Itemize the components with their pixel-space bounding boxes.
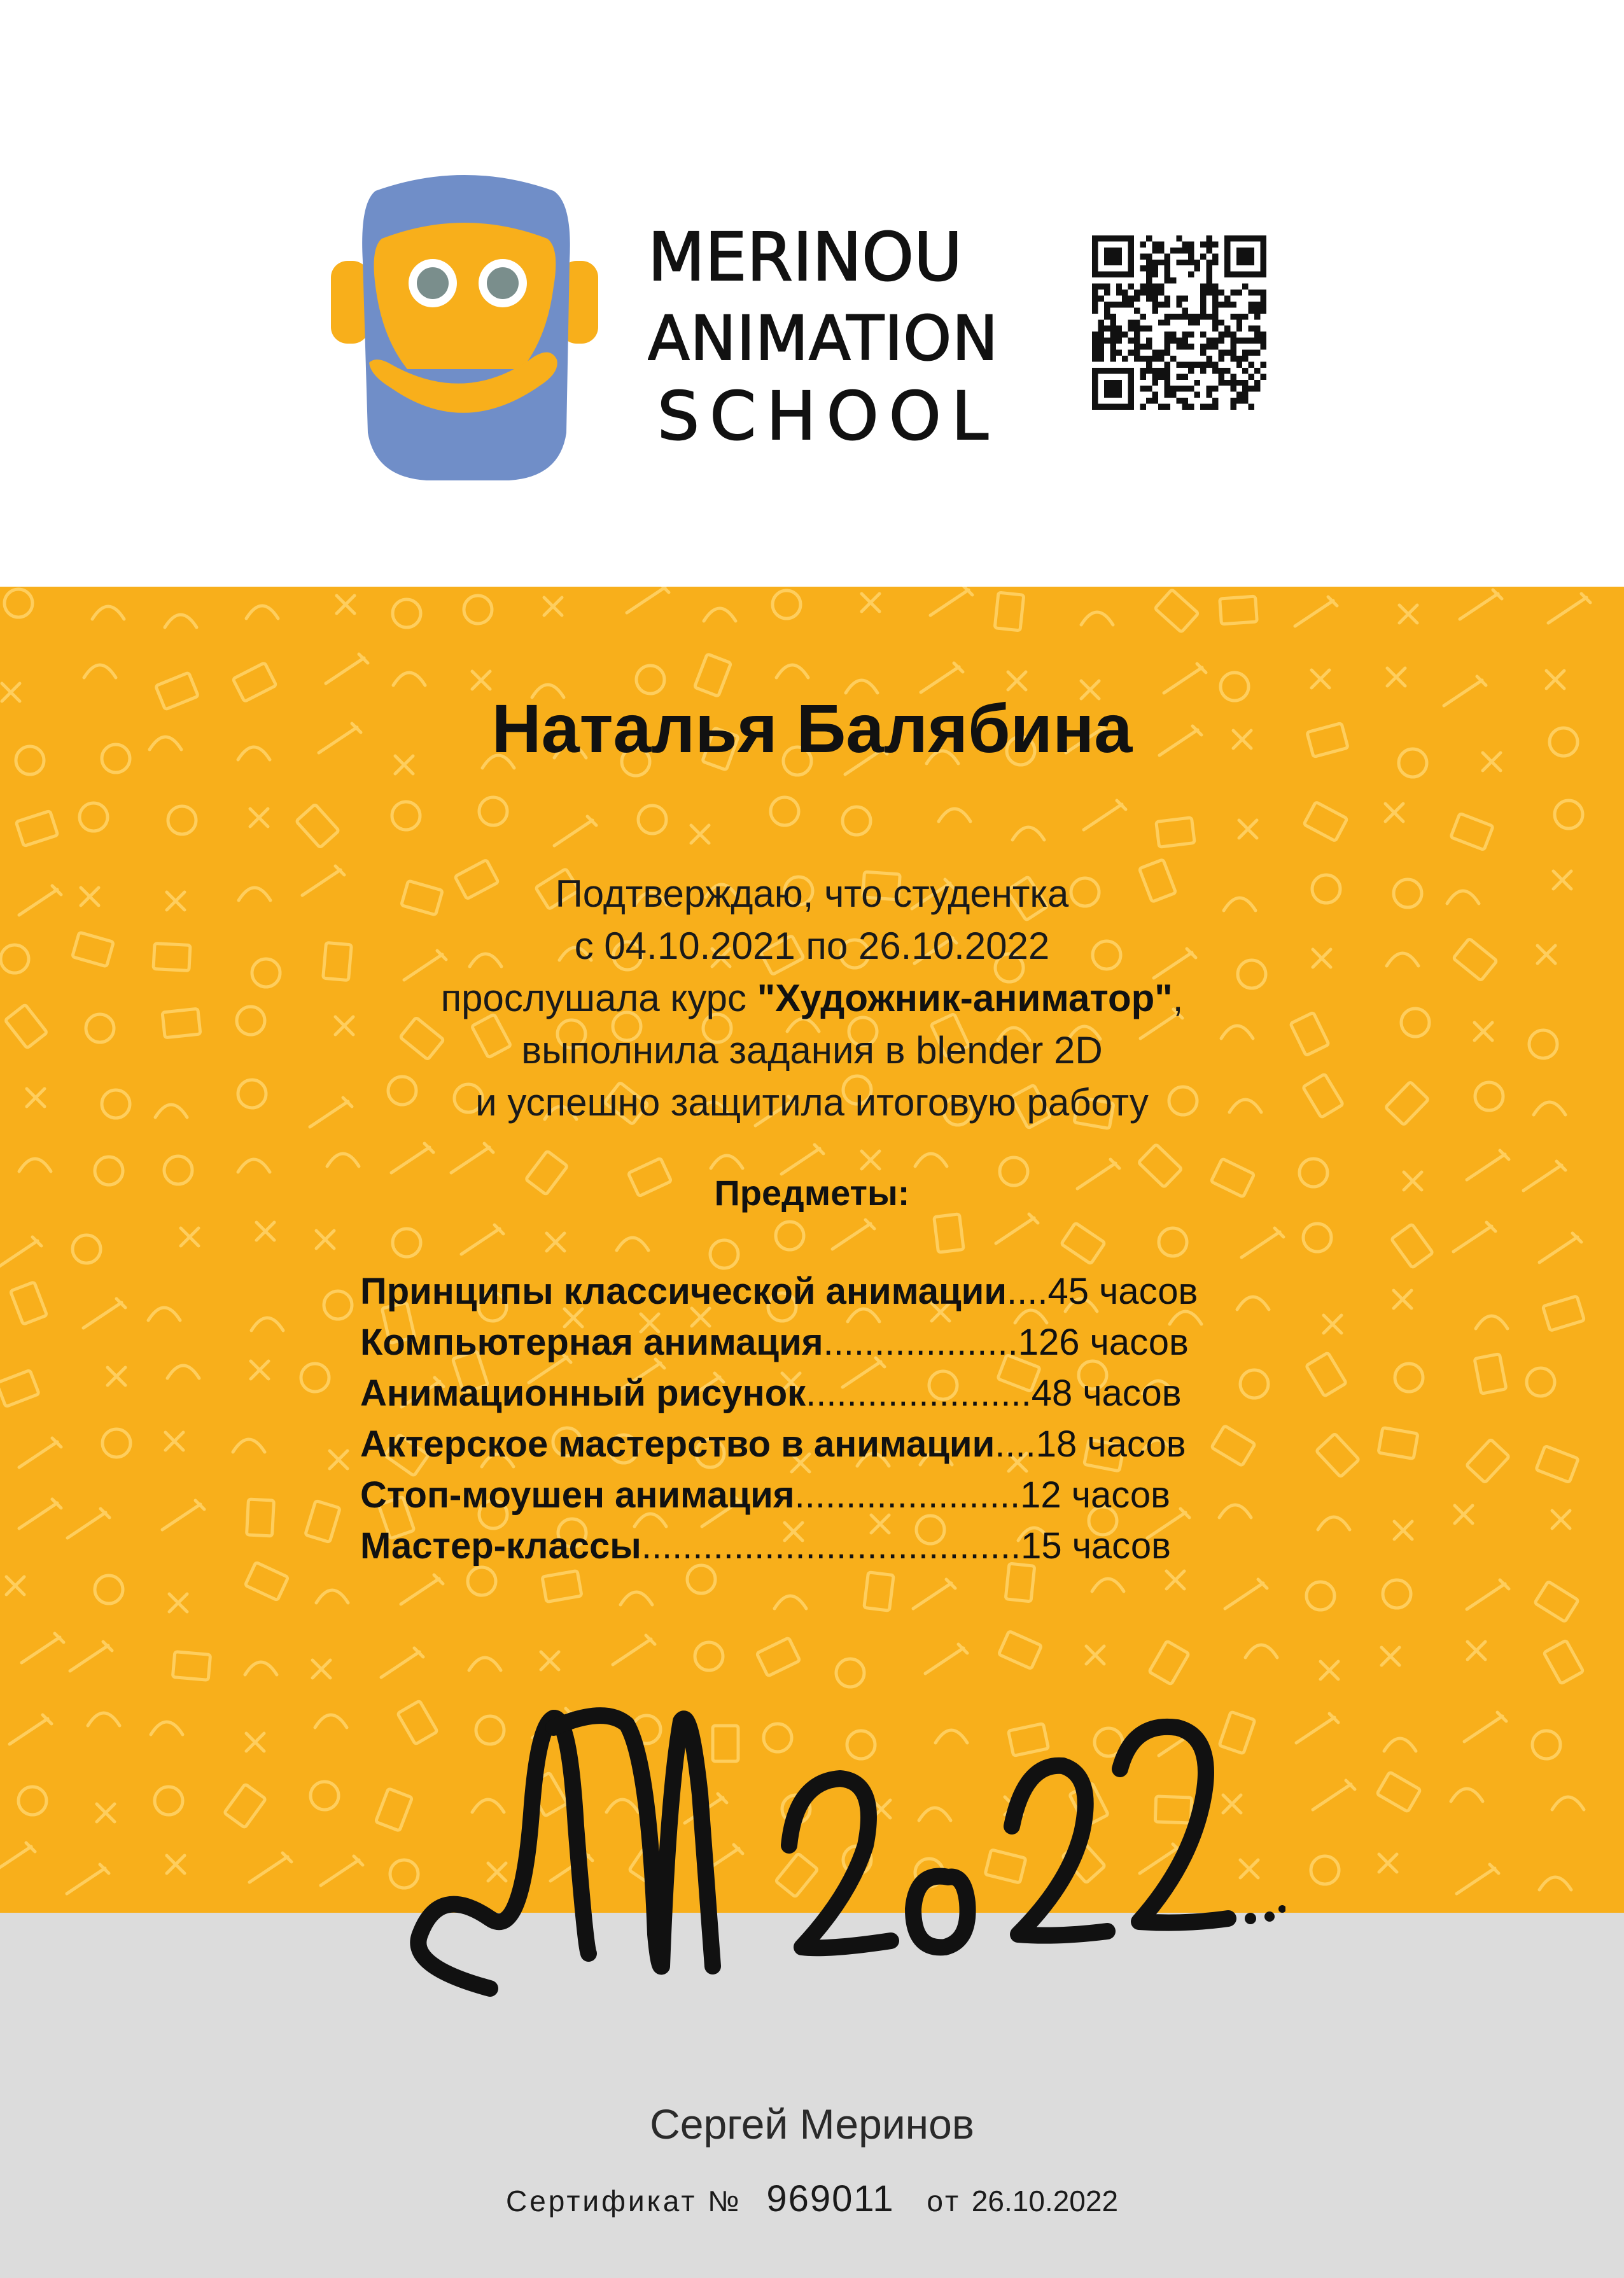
subject-name: Стоп-моушен анимация: [360, 1474, 795, 1516]
subject-dots: ......................: [794, 1474, 1021, 1516]
subject-hours: 18 часов: [1035, 1423, 1186, 1465]
subject-row: [360, 1368, 1302, 1419]
subject-hours: 45 часов: [1047, 1271, 1198, 1312]
confirmation-text: [0, 868, 1624, 1129]
subject-name: Принципы классической анимации: [360, 1271, 1007, 1312]
subject-name: Анимационный рисунок: [360, 1373, 806, 1414]
subject-dots: .....................................: [641, 1525, 1021, 1567]
subject-row: [360, 1317, 1302, 1368]
subject-name: Актерское мастерство в анимации: [360, 1423, 995, 1465]
subject-dots: ...................: [823, 1322, 1018, 1363]
school-logo-text: [648, 210, 1004, 452]
certificate-label: Сертификат №: [505, 2184, 742, 2218]
subject-row: [360, 1521, 1302, 1572]
logo-line-3: SCHOOL: [657, 377, 988, 452]
student-name: Наталья Балябина: [491, 690, 1133, 767]
confirmation-line-4: выполнила задания в blender 2D: [521, 1029, 1103, 1072]
certificate-number: 969011: [766, 2178, 895, 2219]
subject-hours: 12 часов: [1020, 1474, 1170, 1516]
subject-dots: ....: [995, 1423, 1036, 1465]
subject-hours: 126 часов: [1018, 1322, 1189, 1363]
certificate-header: [0, 0, 1624, 587]
handwritten-signature: [395, 1667, 1285, 2049]
certificate-date: 26.10.2022: [971, 2184, 1119, 2218]
confirmation-line-5: и успешно защитила итоговую работу: [475, 1081, 1149, 1124]
certificate-date-label: от: [927, 2184, 962, 2218]
certificate-number-line: [0, 2177, 1624, 2220]
course-name: "Художник-аниматор": [757, 977, 1173, 1019]
mascot-logo-icon: [331, 165, 598, 484]
confirmation-line-3: [0, 972, 1624, 1024]
course-suffix: ,: [1172, 977, 1184, 1019]
subjects-title: Предметы:: [714, 1173, 910, 1213]
qr-code-icon: [1092, 235, 1266, 410]
course-prefix: прослушала курс: [440, 977, 757, 1019]
confirmation-line-2: с 04.10.2021 по 26.10.2022: [574, 925, 1050, 967]
subject-dots: ......................: [806, 1373, 1032, 1414]
logo-line-1: MERINOU: [648, 218, 963, 296]
signer-name: Сергей Меринов: [650, 2100, 974, 2148]
subject-name: Компьютерная анимация: [360, 1322, 823, 1363]
subject-hours: 48 часов: [1031, 1373, 1182, 1414]
logo-line-2: ANIMATION: [648, 303, 998, 374]
confirmation-line-1: Подтверждаю, что студентка: [555, 872, 1069, 915]
subject-dots: ....: [1007, 1271, 1048, 1312]
subject-row: [360, 1266, 1302, 1317]
subject-name: Мастер-классы: [360, 1525, 641, 1567]
subject-hours: 15 часов: [1021, 1525, 1171, 1567]
subject-row: [360, 1470, 1302, 1521]
subjects-list: [360, 1266, 1302, 1572]
subject-row: [360, 1419, 1302, 1470]
